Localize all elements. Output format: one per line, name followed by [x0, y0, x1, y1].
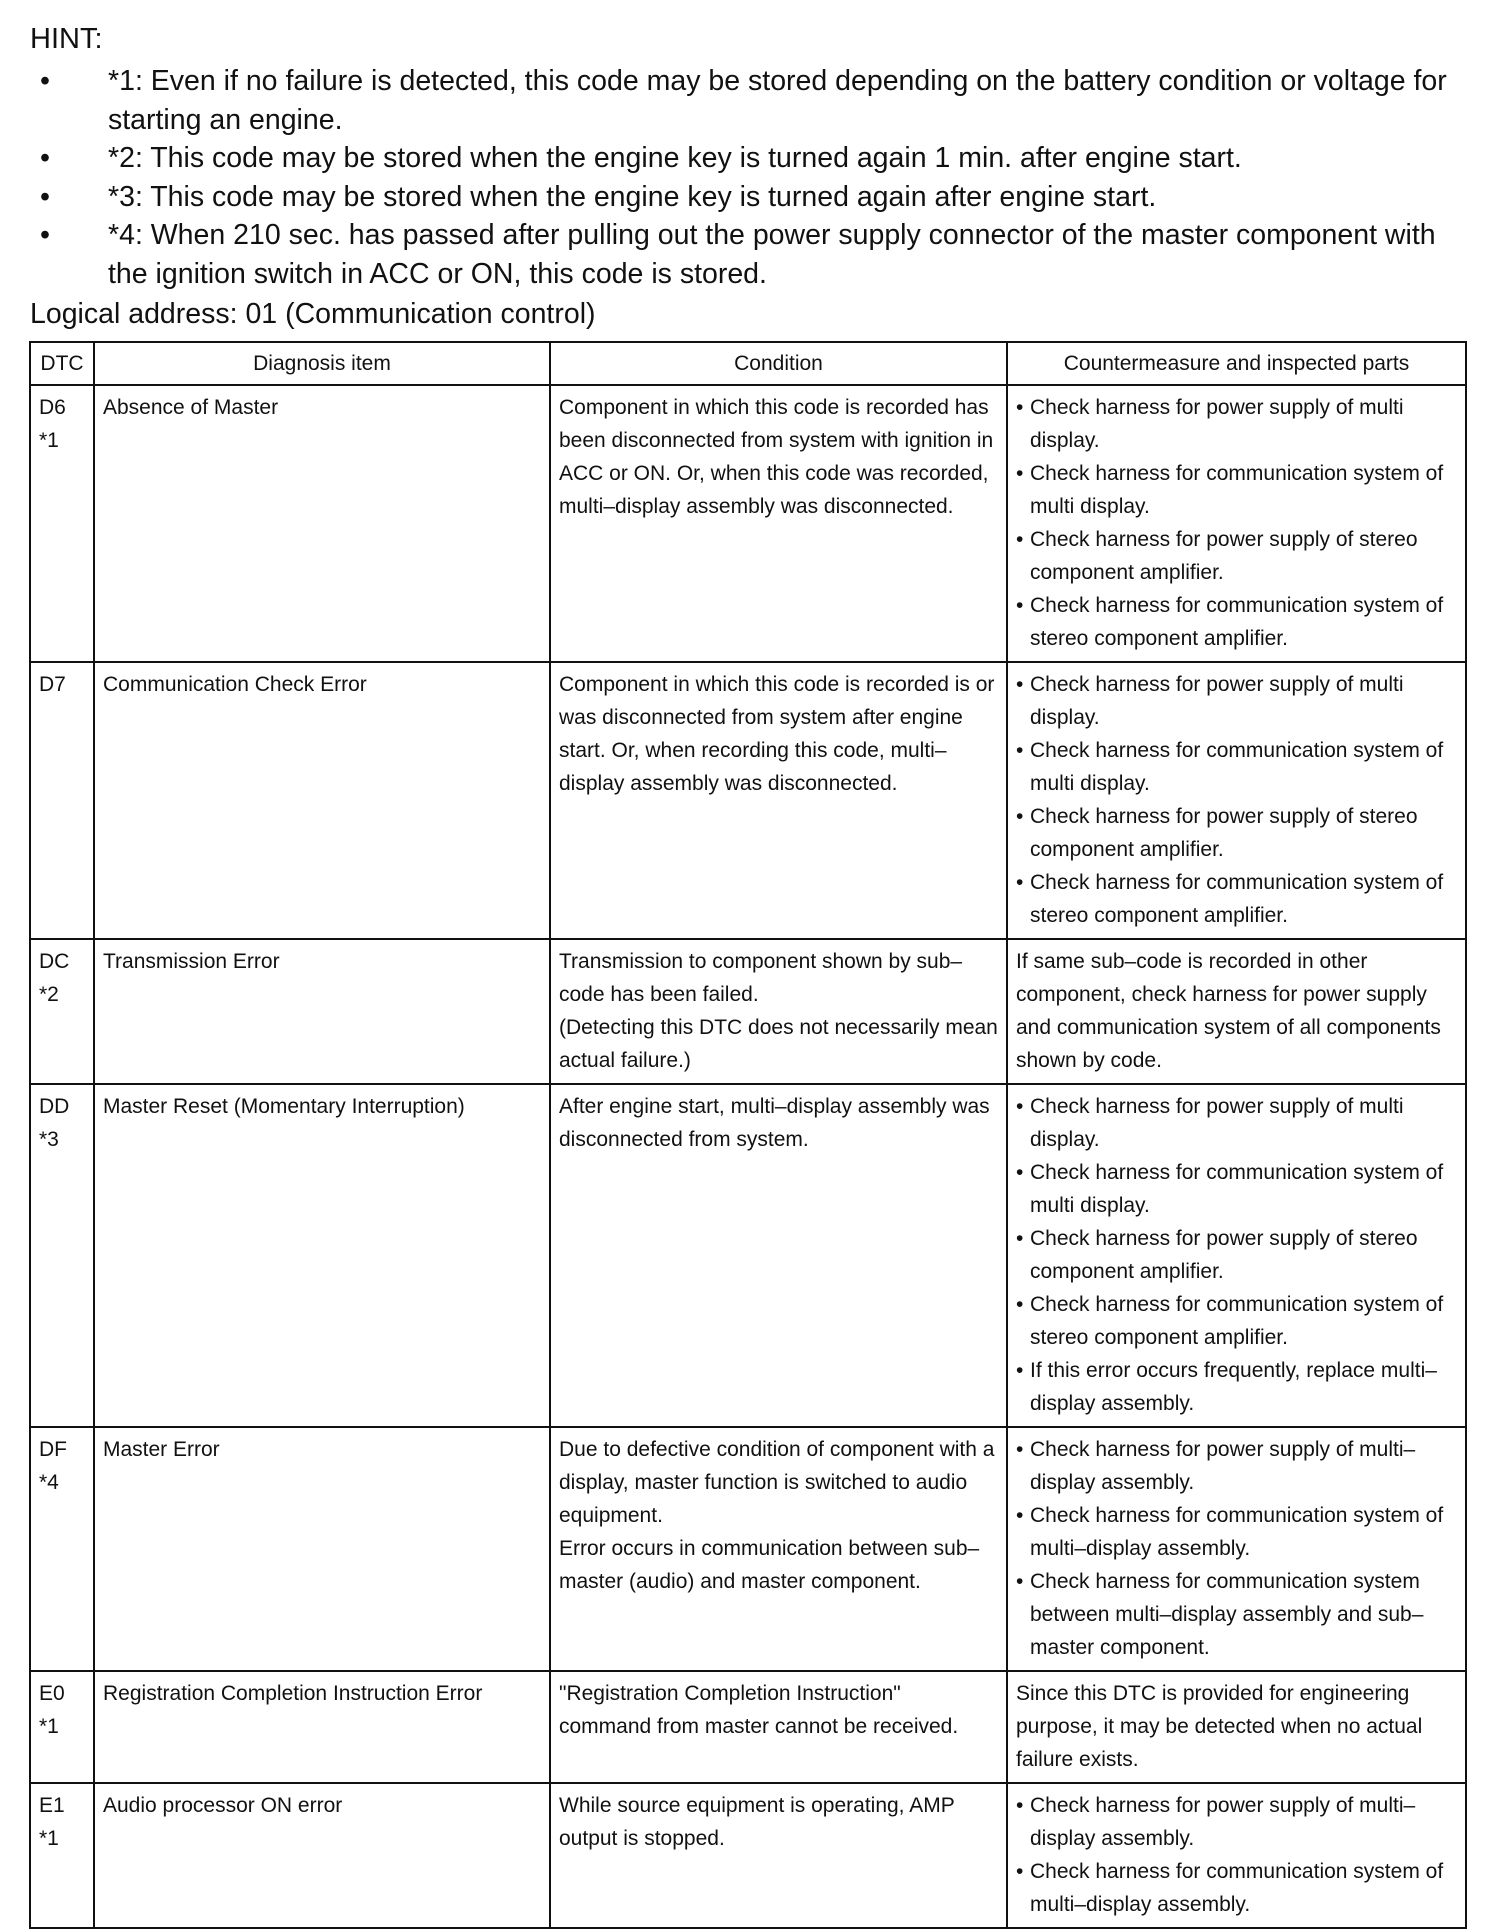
table-row [30, 1084, 1466, 1427]
hint-item [30, 178, 1480, 217]
header-condition: Condition [550, 342, 1007, 385]
bullet-icon: • [1016, 462, 1024, 485]
hint-list [30, 62, 1480, 293]
list-item [1016, 1090, 1457, 1156]
dtc-cell [30, 1783, 94, 1928]
countermeasure-text: Check harness for power supply of multi display. [1030, 396, 1404, 452]
table-header-row [30, 342, 1466, 385]
countermeasure-text: Check harness for power supply of multi display. [1030, 673, 1404, 729]
list-item [1016, 1789, 1457, 1855]
countermeasure-list [1016, 391, 1457, 655]
bullet-icon: • [1016, 1438, 1024, 1461]
diagnosis-item-cell: Communication Check Error [94, 662, 550, 939]
countermeasure-cell [1007, 1427, 1466, 1671]
diagnosis-item-cell: Transmission Error [94, 939, 550, 1084]
list-item [1016, 589, 1457, 655]
condition-cell: Transmission to component shown by sub–code has been failed. (Detecting this DTC does not necessarily mean actual failure.) [550, 939, 1007, 1084]
countermeasure-cell [1007, 662, 1466, 939]
countermeasure-text: Check harness for communication system of multi display. [1030, 462, 1444, 518]
table-row [30, 1671, 1466, 1783]
condition-cell: Component in which this code is recorded has been disconnected from system with ignition in ACC or ON. Or, when this code was recorded, multi–display assembly was disconnected. [550, 385, 1007, 662]
diagnosis-item-cell: Audio processor ON error [94, 1783, 550, 1928]
bullet-icon: • [1016, 871, 1024, 894]
table-row [30, 1783, 1466, 1928]
diagnosis-item-cell: Absence of Master [94, 385, 550, 662]
bullet-icon: • [1016, 528, 1024, 551]
list-item [1016, 523, 1457, 589]
list-item [1016, 800, 1457, 866]
hint-item [30, 62, 1480, 139]
bullet-icon: • [40, 219, 50, 251]
dtc-code: DF [39, 1438, 67, 1461]
bullet-icon: • [1016, 1570, 1024, 1593]
dtc-table [29, 341, 1467, 1929]
countermeasure-cell: Since this DTC is provided for engineering purpose, it may be detected when no actual failure exists. [1007, 1671, 1466, 1783]
dtc-note: *3 [39, 1128, 59, 1151]
bullet-icon: • [1016, 1293, 1024, 1316]
dtc-cell [30, 385, 94, 662]
table-row [30, 1427, 1466, 1671]
countermeasure-cell [1007, 385, 1466, 662]
list-item [1016, 1156, 1457, 1222]
countermeasure-text: Check harness for power supply of stereo component amplifier. [1030, 805, 1418, 861]
countermeasure-text: Check harness for communication system of multi display. [1030, 739, 1444, 795]
countermeasure-list [1016, 1090, 1457, 1420]
bullet-icon: • [1016, 1095, 1024, 1118]
diagnosis-item-cell: Registration Completion Instruction Error [94, 1671, 550, 1783]
hint-text: *2: This code may be stored when the engine key is turned again 1 min. after engine start. [108, 142, 1242, 174]
bullet-icon: • [1016, 1227, 1024, 1250]
hint-text: *3: This code may be stored when the engine key is turned again after engine start. [108, 180, 1157, 213]
dtc-cell [30, 662, 94, 939]
bullet-icon: • [1016, 1860, 1024, 1883]
countermeasure-text: Check harness for communication system of stereo component amplifier. [1030, 594, 1444, 650]
countermeasure-text: Check harness for power supply of multi display. [1030, 1095, 1404, 1151]
countermeasure-cell [1007, 1783, 1466, 1928]
countermeasure-text: If this error occurs frequently, replace multi–display assembly. [1030, 1359, 1437, 1415]
hint-item [30, 216, 1480, 293]
list-item [1016, 1433, 1457, 1499]
hint-item [30, 139, 1480, 178]
header-dtc: DTC [30, 342, 94, 385]
countermeasure-list [1016, 1433, 1457, 1664]
bullet-icon: • [1016, 1161, 1024, 1184]
hint-text: *4: When 210 sec. has passed after pulling out the power supply connector of the master component with the ignition switch in ACC or ON, this code is stored. [108, 219, 1436, 290]
dtc-cell [30, 1671, 94, 1783]
dtc-cell [30, 1084, 94, 1427]
countermeasure-list [1016, 668, 1457, 932]
condition-cell: Component in which this code is recorded is or was disconnected from system after engine start. Or, when recording this code, multi–display assembly was disconnected. [550, 662, 1007, 939]
table-row [30, 662, 1466, 939]
countermeasure-text: Check harness for communication system of stereo component amplifier. [1030, 1293, 1444, 1349]
header-diagnosis-item: Diagnosis item [94, 342, 550, 385]
bullet-icon: • [40, 65, 50, 97]
bullet-icon: • [1016, 594, 1024, 617]
list-item [1016, 1855, 1457, 1921]
diagnosis-item-cell: Master Reset (Momentary Interruption) [94, 1084, 550, 1427]
dtc-code: E1 [39, 1794, 65, 1817]
countermeasure-text: Check harness for power supply of stereo component amplifier. [1030, 1227, 1418, 1283]
list-item [1016, 1288, 1457, 1354]
list-item [1016, 457, 1457, 523]
dtc-code: D7 [39, 673, 66, 696]
list-item [1016, 734, 1457, 800]
table-row [30, 939, 1466, 1084]
bullet-icon: • [1016, 1504, 1024, 1527]
list-item [1016, 1565, 1457, 1664]
list-item [1016, 866, 1457, 932]
condition-cell: While source equipment is operating, AMP output is stopped. [550, 1783, 1007, 1928]
dtc-note: *1 [39, 1715, 59, 1738]
dtc-code: D6 [39, 396, 66, 419]
condition-cell: Due to defective condition of component with a display, master function is switched to audio equipment. Error occurs in communication between sub–master (audio) and master component. [550, 1427, 1007, 1671]
countermeasure-text: Check harness for communication system of multi–display assembly. [1030, 1504, 1444, 1560]
countermeasure-text: Check harness for power supply of multi–display assembly. [1030, 1438, 1416, 1494]
hint-text: *1: Even if no failure is detected, this code may be stored depending on the battery condition or voltage for starting an engine. [108, 65, 1447, 136]
dtc-note: *2 [39, 983, 59, 1006]
bullet-icon: • [1016, 673, 1024, 696]
dtc-note: *4 [39, 1471, 59, 1494]
countermeasure-text: Check harness for power supply of multi–display assembly. [1030, 1794, 1416, 1850]
countermeasure-text: Check harness for communication system of multi display. [1030, 1161, 1444, 1217]
countermeasure-text: Check harness for power supply of stereo component amplifier. [1030, 528, 1418, 584]
logical-address: Logical address: 01 (Communication control) [30, 298, 596, 330]
countermeasure-text: Check harness for communication system of stereo component amplifier. [1030, 871, 1444, 927]
bullet-icon: • [1016, 1359, 1024, 1382]
countermeasure-list [1016, 1789, 1457, 1921]
dtc-code: DC [39, 950, 70, 973]
table-row [30, 385, 1466, 662]
condition-cell: After engine start, multi–display assembly was disconnected from system. [550, 1084, 1007, 1427]
list-item [1016, 1499, 1457, 1565]
countermeasure-text: Check harness for communication system between multi–display assembly and sub–master component. [1030, 1570, 1424, 1659]
list-item [1016, 1222, 1457, 1288]
dtc-cell [30, 1427, 94, 1671]
list-item [1016, 1354, 1457, 1420]
bullet-icon: • [1016, 1794, 1024, 1817]
dtc-code: DD [39, 1095, 70, 1118]
list-item [1016, 391, 1457, 457]
list-item [1016, 668, 1457, 734]
countermeasure-text: Check harness for communication system of multi–display assembly. [1030, 1860, 1444, 1916]
bullet-icon: • [1016, 396, 1024, 419]
hint-title: HINT: [30, 23, 103, 55]
bullet-icon: • [40, 180, 50, 213]
bullet-icon: • [1016, 739, 1024, 762]
bullet-icon: • [1016, 805, 1024, 828]
diagnosis-item-cell: Master Error [94, 1427, 550, 1671]
condition-cell: "Registration Completion Instruction" command from master cannot be received. [550, 1671, 1007, 1783]
dtc-note: *1 [39, 1827, 59, 1850]
countermeasure-cell [1007, 1084, 1466, 1427]
dtc-code: E0 [39, 1682, 65, 1705]
dtc-cell [30, 939, 94, 1084]
header-countermeasure: Countermeasure and inspected parts [1007, 342, 1466, 385]
dtc-note: *1 [39, 429, 59, 452]
bullet-icon: • [40, 142, 50, 174]
countermeasure-cell: If same sub–code is recorded in other component, check harness for power supply and communication system of all components shown by code. [1007, 939, 1466, 1084]
